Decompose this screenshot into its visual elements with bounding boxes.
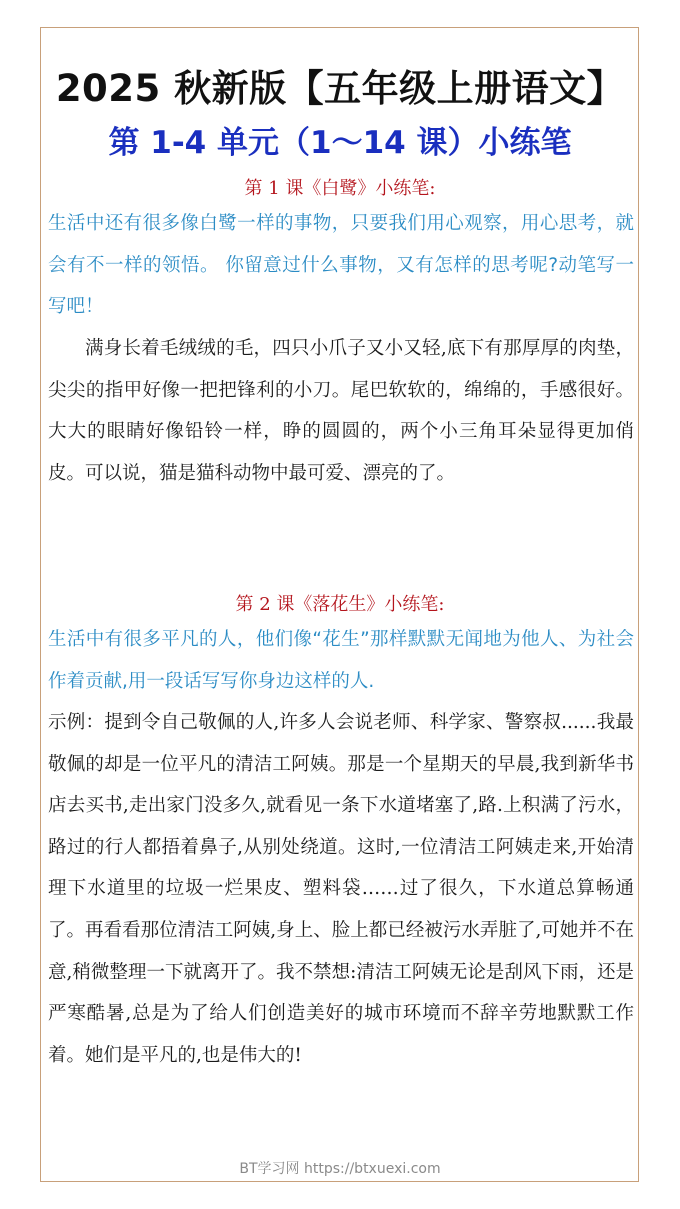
lesson-1-heading: 第 1 课《白鹭》小练笔:: [244, 178, 436, 199]
page-subtitle: 第 1-4 单元（1～14 课）小练笔: [108, 125, 572, 161]
lesson-1-body: 满身长着毛绒绒的毛，四只小爪子又小又轻,底下有那厚厚的肉垫，尖尖的指甲好像一把把锋利的小刀。尾巴软软的，绵绵的，手感很好。大大的眼睛好像铅铃一样，睁的圆圆的，两个小三角耳朵显得更加俏皮。可以说，猫是猫科动物中最可爱、漂亮的了。: [48, 338, 634, 484]
lesson-2-heading: 第 2 课《落花生》小练笔:: [235, 594, 445, 615]
page-title: 2025 秋新版【五年级上册语文】: [55, 67, 625, 110]
lesson-1-prompt: 生活中还有很多像白鹭一样的事物，只要我们用心观察，用心思考，就会有不一样的领悟。 你留意过什么事物，又有怎样的思考呢?动笔写一写吧！: [48, 213, 634, 318]
lesson-2-body: 示例：提到令自己敬佩的人,许多人会说老师、科学家、警察叔......我最敬佩的却是一位平凡的清洁工阿姨。那是一个星期天的早晨,我到新华书店去买书,走出家门没多久,就看见一条下水道堵塞了,路.上积满了污水，路过的行人都捂着鼻子,从别处绕道。这时,一位清洁工阿姨走来,开始清理下水道里的垃圾一烂果皮、塑料袋……过了很久，下水道总算畅通了。再看看那位清洁工阿姨,身上、脸上都已经被污水弄脏了,可她并不在意,稍微整理一下就离开了。我不禁想:清洁工阿姨无论是刮风下雨，还是严寒酷暑,总是为了给人们创造美好的城市环境而不辞辛劳地默默工作着。她们是平凡的,也是伟大的!: [48, 712, 634, 1066]
lesson-2-prompt: 生活中有很多平凡的人，他们像“花生”那样默默无闻地为他人、为社会作着贡献,用一段话写写你身边这样的人.: [48, 629, 634, 692]
footer-watermark[interactable]: BT学习网 https://btxuexi.com: [239, 1161, 441, 1177]
